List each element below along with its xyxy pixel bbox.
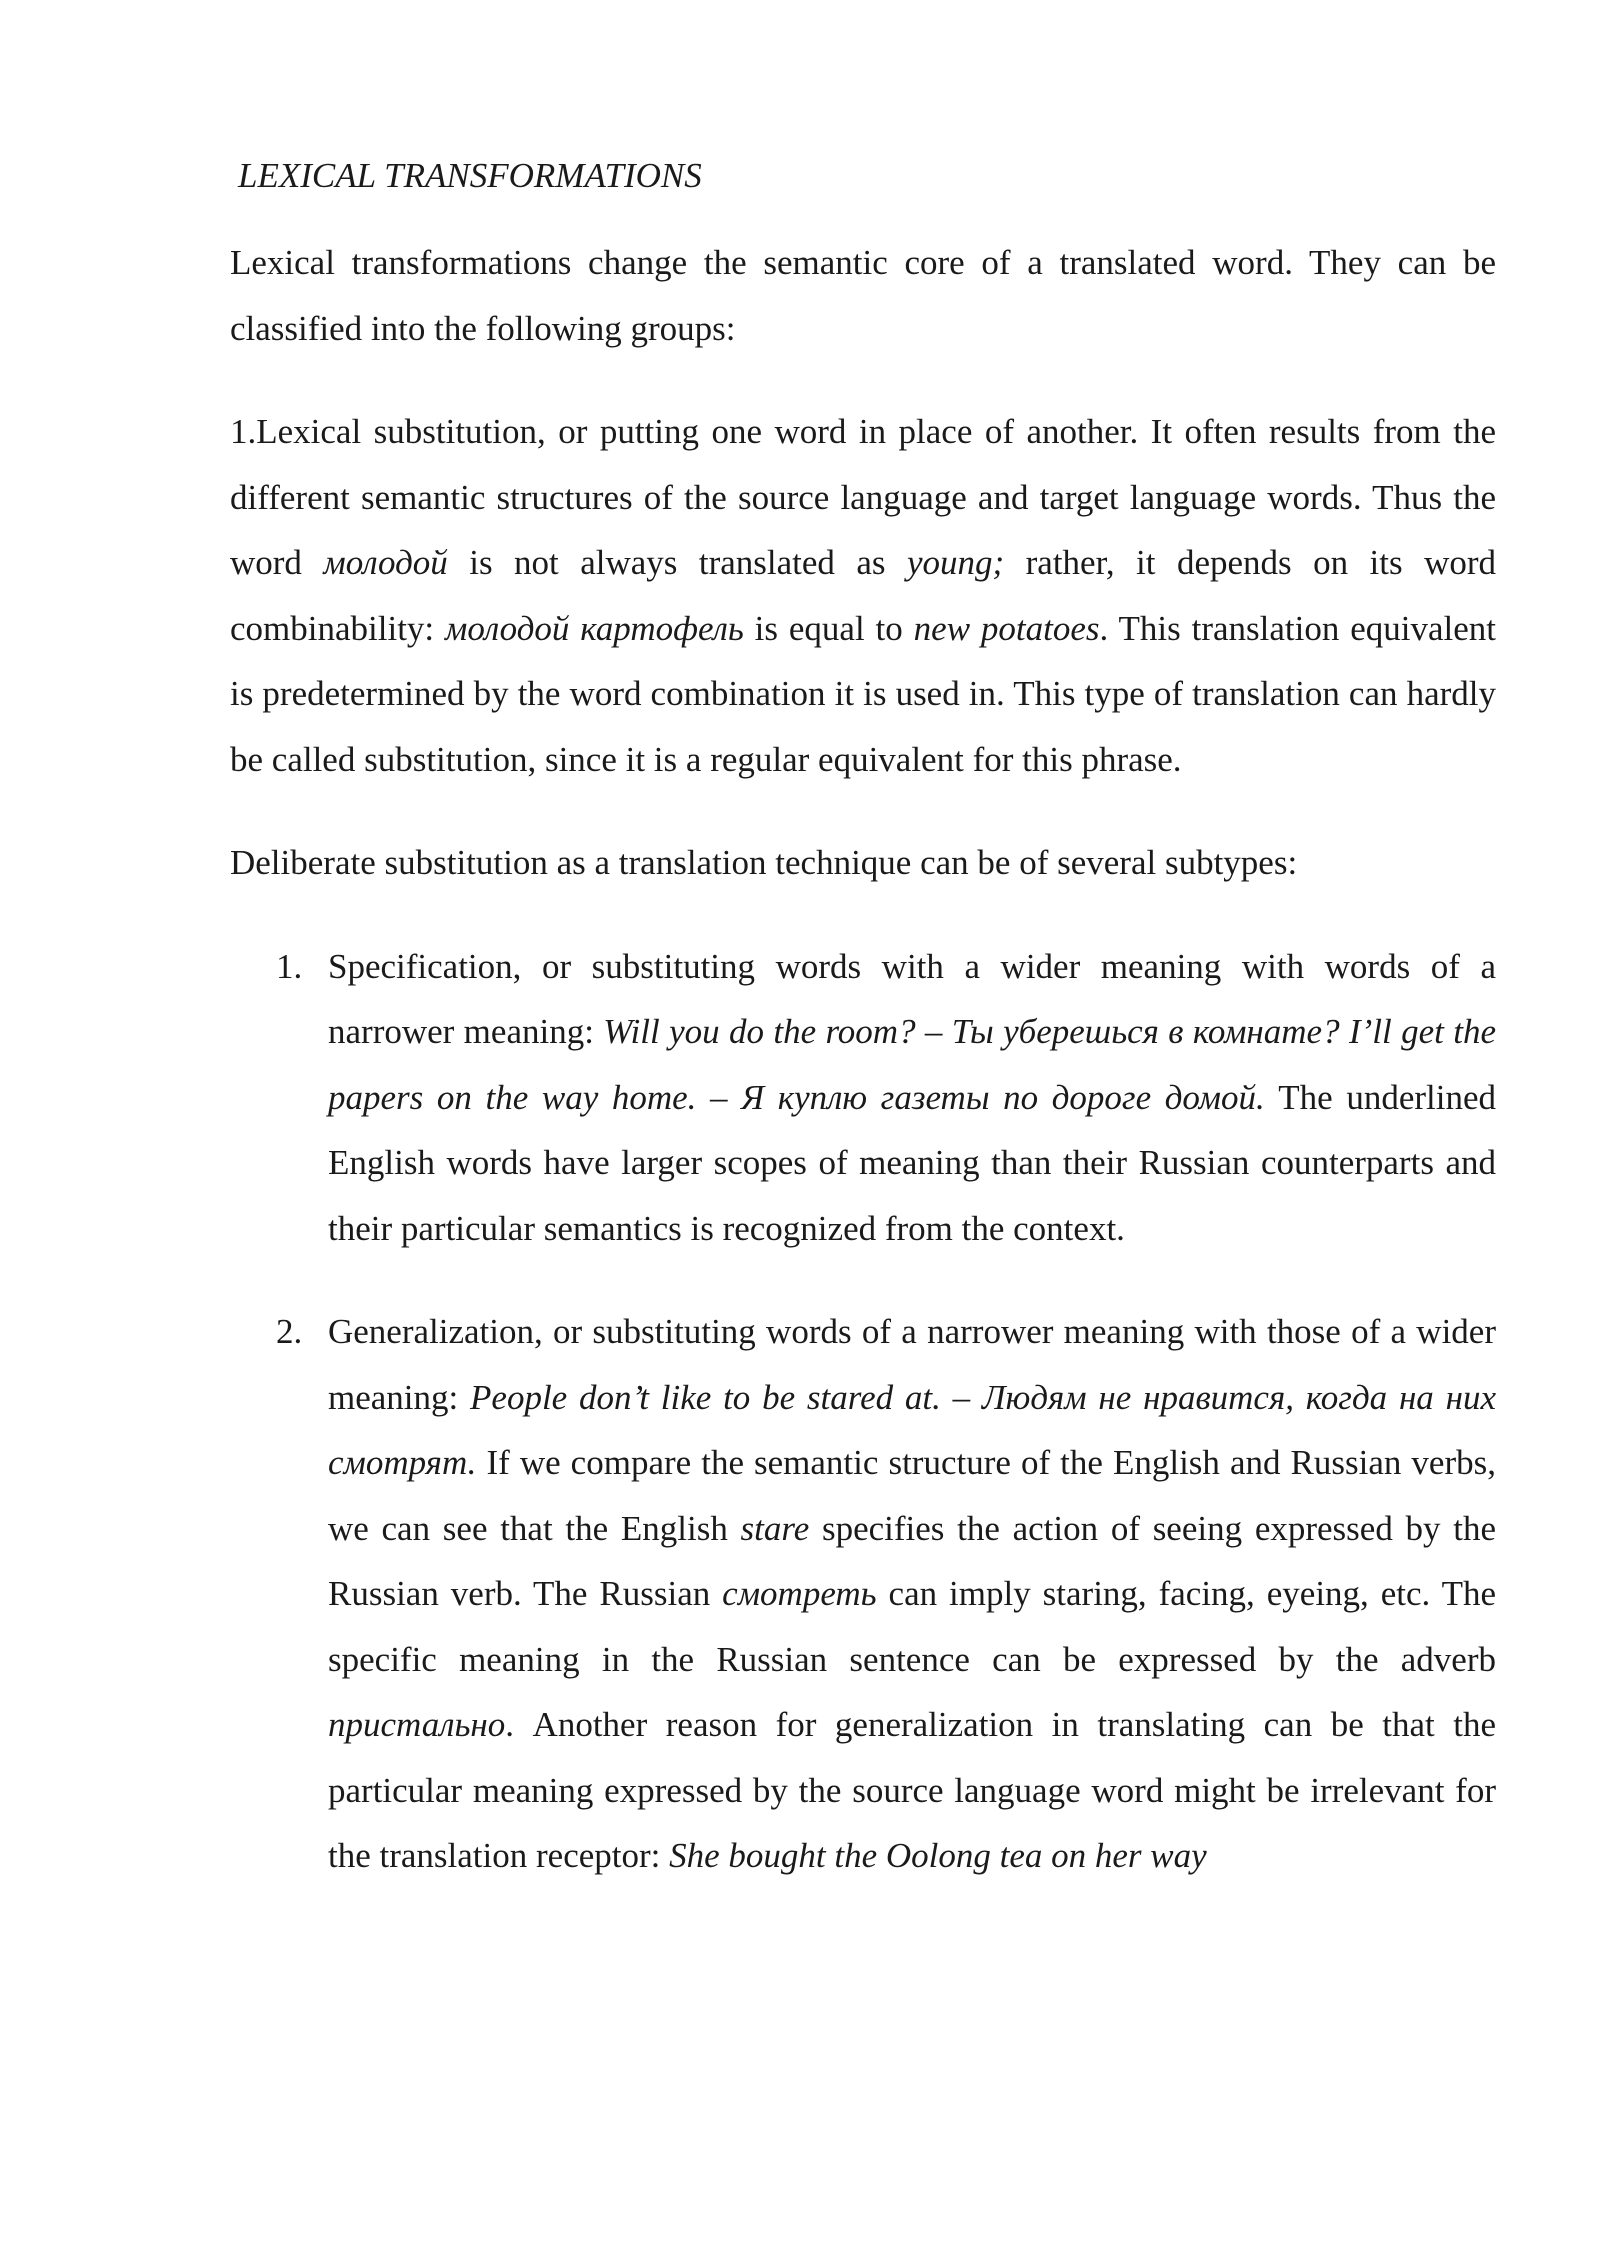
list-item-1-example: Will you do the room? – Ты уберешься в комнате? I’ll get the papers on the way home. – Я куплю газеты по дороге домой. [328, 1012, 1496, 1117]
subtypes-intro-paragraph [230, 830, 1496, 896]
document-title: LEXICAL TRANSFORMATIONS [238, 156, 702, 195]
list-item-specification [276, 934, 1496, 1262]
example-phrase-russian: молодой картофель [445, 608, 744, 648]
list-item-2-text-3: specifies the action of seeing expressed by the Russian verb. The Russian [328, 1508, 1497, 1613]
section-1-text-3: rather, it depends on its word combinability: [230, 543, 1496, 648]
list-item-2-example: People don’t like to be stared at. – Людям не нравится, когда на них смотрят. [328, 1377, 1496, 1482]
document-page [230, 148, 1496, 1927]
list-item-1-text-2: The underlined English words have larger scopes of meaning than their Russian counterparts and their particular semantics is recognized from the context. [328, 1077, 1496, 1248]
intro-text: Lexical transformations change the semantic core of a translated word. They can be classified into the following groups: [230, 243, 1496, 348]
section-1-text-2: is not always translated as [447, 543, 907, 582]
list-item-1-text-1: Specification, or substituting words with a wider meaning with words of a narrower meaning: [328, 946, 1496, 1051]
example-phrase-english: new potatoes [913, 608, 1100, 648]
subtypes-list [230, 934, 1496, 1889]
example-word-pristalno: пристально [328, 1705, 506, 1744]
list-item-2-example-2: She bought the Oolong tea on her way [669, 1836, 1207, 1875]
list-number: 2. [276, 1312, 303, 1351]
list-item-2-text-1: Generalization, or substituting words of a narrower meaning with those of a wider meaning: [328, 1312, 1496, 1417]
section-1-text-1: 1.Lexical substitution, or putting one word in place of another. It often results from the different semantic structures of the source language and target language words. Thus the word [230, 412, 1496, 582]
section-1-text-5: . This translation equivalent is predetermined by the word combination it is used in. This type of translation can hardly be called substitution, since it is a regular equivalent for this phrase. [230, 608, 1496, 779]
list-number: 1. [276, 946, 303, 986]
example-word-molodoy: молодой [323, 543, 448, 582]
list-item-2-text-5: . Another reason for generalization in translating can be that the particular meaning expressed by the source language word might be irrelevant for the translation receptor: [328, 1705, 1496, 1875]
example-word-smotret: смотреть [722, 1574, 877, 1613]
section-1-paragraph [230, 399, 1496, 792]
list-item-2-text-4: can imply staring, facing, eyeing, etc. The specific meaning in the Russian sentence can be expressed by the adverb [328, 1574, 1496, 1679]
example-word-young: young; [906, 543, 1005, 582]
subtypes-intro-text: Deliberate substitution as a translation technique can be of several subtypes: [230, 843, 1298, 882]
intro-paragraph [230, 230, 1496, 361]
section-1-text-4: is equal to [743, 608, 914, 648]
list-item-2-text-2: If we compare the semantic structure of the English and Russian verbs, we can see that the English [328, 1443, 1496, 1548]
example-word-stare: stare [740, 1508, 810, 1548]
list-item-generalization [276, 1299, 1497, 1889]
